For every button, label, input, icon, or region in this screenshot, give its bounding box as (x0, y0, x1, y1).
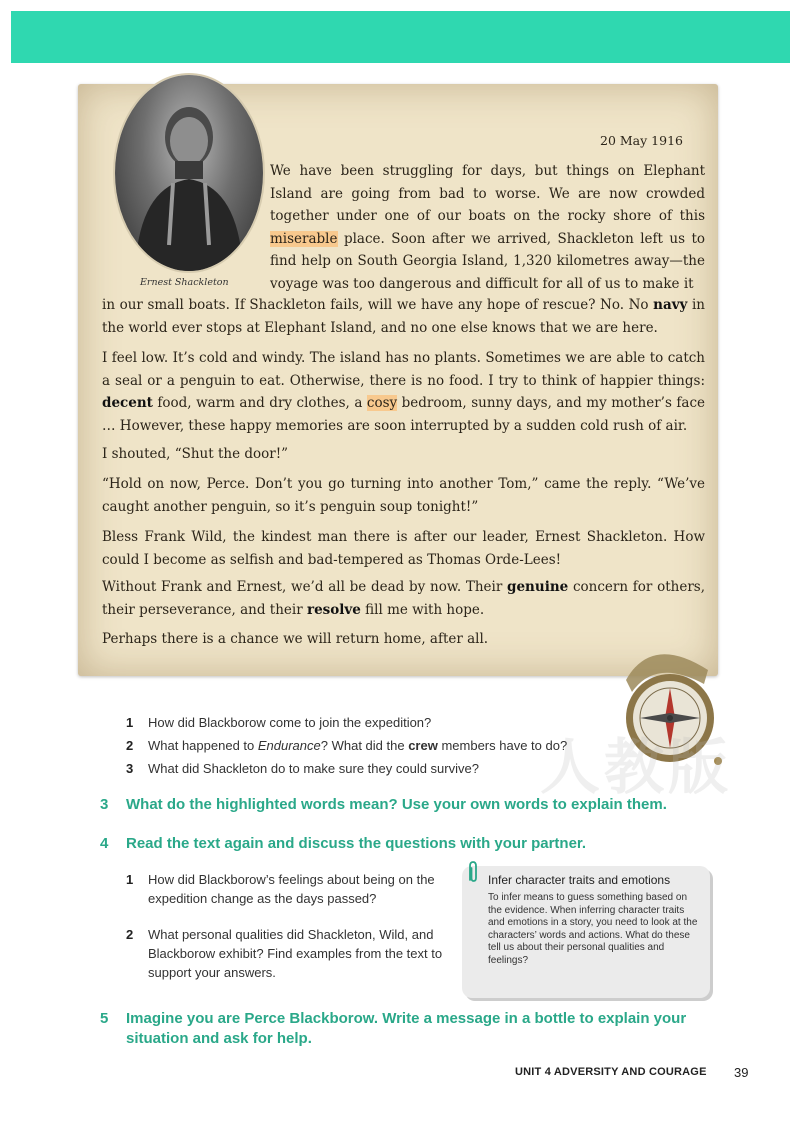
watermark: 人教版 (540, 734, 732, 801)
letter-paragraph-4: “Hold on now, Perce. Don’t you go turning into another Tom,” came the reply. “We’ve caught another penguin, so it’s penguin soup tonight!” (102, 476, 705, 515)
portrait-figure (115, 75, 263, 271)
text: in the world ever stops at Elephant Island, and no one else knows that we are here. (102, 297, 705, 336)
highlight-cosy: cosy (366, 395, 398, 411)
page-number: 39 (734, 1065, 749, 1080)
tip-title: Infer character traits and emotions (488, 873, 671, 887)
list-item (126, 715, 431, 730)
task-text: Imagine you are Perce Blackborow. Write a message in a bottle to explain your situation and ask for help. (126, 1010, 687, 1047)
task-4 (100, 835, 586, 852)
bold-genuine: genuine (507, 579, 569, 595)
ship-name: Endurance (257, 738, 321, 753)
tip-box (462, 866, 710, 998)
letter-paragraph-1-bottom (102, 294, 705, 339)
question-number: 2 (126, 927, 134, 942)
tip-body: To infer means to guess something based on the evidence. When inferring character traits and emotions in a story, you need to look at the characters’ words and actions. What do these tell us about their personal qualities and feelings? (488, 892, 698, 966)
question-number: 2 (126, 738, 134, 753)
text: Without Frank and Ernest, we’d all be dead by now. Their (102, 579, 508, 595)
header-band (11, 11, 790, 63)
portrait-caption: Ernest Shackleton (140, 277, 229, 288)
text: concern for others, their perseverance, and their (102, 579, 705, 618)
bold-decent: decent (102, 395, 153, 411)
bold-resolve: resolve (306, 601, 361, 618)
list-item (126, 761, 479, 776)
text: food, warm and dry clothes, a (152, 395, 367, 411)
question-number: 3 (126, 761, 134, 776)
task-text: What do the highlighted words mean? Use your own words to explain them. (126, 796, 667, 813)
letter-paragraph-7: Perhaps there is a chance we will return home, after all. (102, 631, 489, 647)
question-text: ? What did the (320, 738, 409, 753)
task-text: Read the text again and discuss the questions with your partner. (126, 835, 587, 852)
question-text: How did Blackborow come to join the expedition? (148, 715, 432, 730)
text: I feel low. It’s cold and windy. The island has no plants. Sometimes we are able to catch a seal or a penguin to eat. Otherwise, there is no food. I try to think of happier things: (102, 350, 705, 389)
task-number: 3 (100, 796, 109, 813)
task-5 (100, 1009, 700, 1049)
letter-date: 20 May 1916 (600, 133, 683, 148)
question-text: How did Blackborow’s feelings about being on the expedition change as the days passed? (148, 872, 435, 906)
discussion-question-1 (126, 870, 453, 908)
text: place. Soon after we arrived, Shackleton left us to find help on South Georgia Island, 1,320 kilometres away—the voyage was too dangerous and difficult for all of us to make it (270, 230, 705, 292)
text: We have been struggling for days, but things on Elephant Island are going from bad to worse. We are now crowded together under one of our boats on the rocky shore of this (270, 163, 705, 224)
letter-paragraph-2 (102, 347, 705, 437)
question-text: What personal qualities did Shackleton, Wild, and Blackborow exhibit? Find examples from the text to support your answers. (148, 927, 443, 980)
question-text: What did Shackleton do to make sure they could survive? (148, 761, 479, 776)
letter-paragraph-1-top (270, 160, 705, 295)
key-word: crew (408, 738, 438, 753)
text: fill me with hope. (360, 601, 485, 618)
letter-paragraph-6 (102, 576, 705, 621)
shackleton-portrait (115, 75, 263, 271)
paperclip-icon (466, 860, 480, 884)
text: bedroom, sunny days, and my mother’s face … However, these happy memories are soon interrupted by a sudden cold rush of air. (102, 395, 705, 434)
question-text: What happened to (148, 738, 258, 753)
bold-navy: navy (653, 297, 688, 313)
text: in our small boats. If Shackleton fails, will we have any hope of rescue? No. No (102, 297, 654, 313)
task-number: 5 (100, 1010, 109, 1027)
list-item (126, 738, 567, 753)
letter-paragraph-5: Bless Frank Wild, the kindest man there is after our leader, Ernest Shackleton. How could I become as selfish and bad-tempered as Thomas Orde-Lees! (102, 529, 705, 568)
question-text: members have to do? (437, 738, 568, 753)
question-number: 1 (126, 872, 134, 887)
highlight-miserable: miserable (270, 230, 338, 247)
discussion-question-2 (126, 925, 453, 982)
task-3 (100, 796, 667, 813)
letter-paragraph-3: I shouted, “Shut the door!” (102, 446, 289, 462)
footer-unit-title: UNIT 4 ADVERSITY AND COURAGE (515, 1066, 707, 1078)
task-number: 4 (100, 835, 109, 852)
question-number: 1 (126, 715, 134, 730)
